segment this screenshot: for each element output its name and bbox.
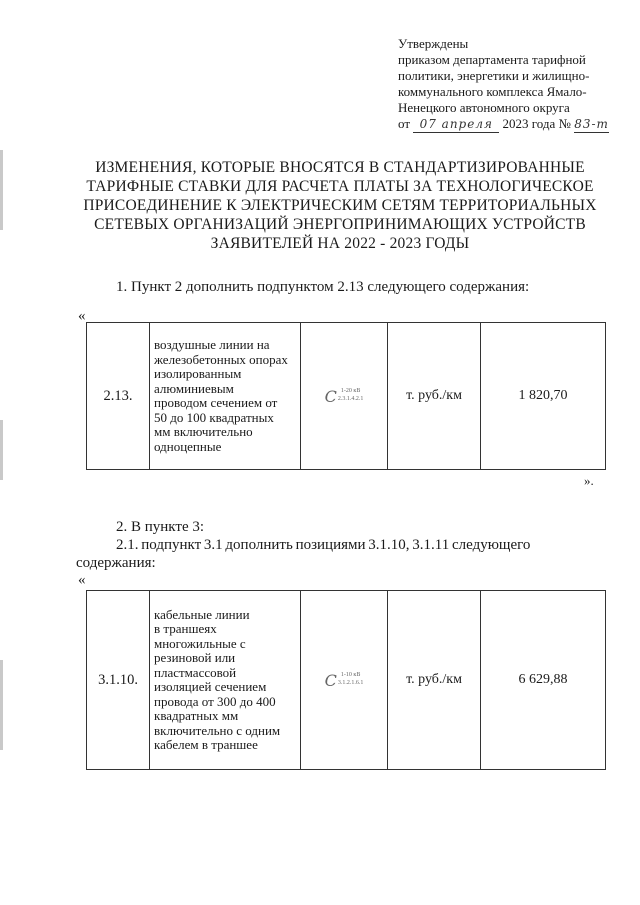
tariff-table-2-13 bbox=[86, 322, 606, 470]
approval-line: Ненецкого автономного округа bbox=[398, 100, 570, 115]
tariff-table-3-1-10 bbox=[86, 590, 606, 770]
formula-base: C bbox=[324, 386, 337, 406]
title-line: ИЗМЕНЕНИЯ, КОТОРЫЕ ВНОСЯТСЯ В СТАНДАРТИЗИРОВАННЫЕ bbox=[95, 159, 585, 176]
formula-sub: 2.3.1.4.2.1 bbox=[337, 395, 364, 402]
formula-symbol bbox=[325, 387, 364, 406]
row-number: 2.13. bbox=[87, 323, 150, 470]
section2-heading: 2. В пункте 3: bbox=[116, 519, 205, 535]
formula-sup: 1-20 кВ bbox=[340, 387, 361, 394]
formula-indices bbox=[338, 671, 364, 687]
table-row bbox=[87, 591, 606, 770]
desc-line: в траншеях bbox=[154, 621, 217, 636]
desc-line: кабелем в траншее bbox=[154, 737, 258, 752]
rate-formula bbox=[301, 591, 388, 770]
date-suffix: 2023 года № bbox=[502, 116, 571, 131]
desc-line: мм включительно bbox=[154, 424, 253, 439]
document-title bbox=[60, 158, 620, 253]
approval-block bbox=[398, 36, 633, 133]
desc-line: изолированным bbox=[154, 366, 242, 381]
title-line: ПРИСОЕДИНЕНИЕ К ЭЛЕКТРИЧЕСКИМ СЕТЯМ ТЕРРИТОРИАЛЬНЫХ bbox=[83, 197, 597, 214]
formula-sub: 3.1.2.1.6.1 bbox=[337, 679, 364, 686]
row-description bbox=[150, 591, 301, 770]
section2-text-line: 2.1. подпункт 3.1 дополнить позициями 3.1.10, 3.1.11 следующего bbox=[116, 537, 531, 553]
table-row bbox=[87, 323, 606, 470]
desc-line: 50 до 100 квадратных bbox=[154, 409, 274, 425]
desc-line: провода от 300 до 400 bbox=[154, 693, 276, 709]
value-cell: 6 629,88 bbox=[481, 591, 606, 770]
approval-line: приказом департамента тарифной bbox=[398, 52, 586, 67]
handwritten-date: 07 апреля bbox=[413, 116, 499, 133]
formula-indices bbox=[338, 387, 364, 403]
open-quote: « bbox=[78, 572, 86, 588]
rate-formula bbox=[301, 323, 388, 470]
approval-date-line bbox=[398, 116, 633, 133]
desc-line: резиновой или bbox=[154, 650, 236, 665]
formula-sup: 1-10 кВ bbox=[340, 671, 361, 678]
desc-line: железобетонных опорах bbox=[154, 351, 288, 367]
page-edge-shadow bbox=[0, 660, 3, 750]
desc-line: включительно с одним bbox=[154, 722, 281, 738]
section1-text: 1. Пункт 2 дополнить подпунктом 2.13 следующего содержания: bbox=[116, 279, 530, 295]
approval-line: коммунального комплекса Ямало- bbox=[398, 84, 587, 99]
desc-line: квадратных мм bbox=[154, 708, 239, 723]
close-quote: ». bbox=[584, 473, 594, 488]
value-cell: 1 820,70 bbox=[481, 323, 606, 470]
desc-line: алюминиевым bbox=[154, 380, 234, 396]
approval-line: Утверждены bbox=[398, 36, 469, 51]
desc-line: одноцепные bbox=[154, 438, 222, 454]
title-line: ТАРИФНЫЕ СТАВКИ ДЛЯ РАСЧЕТА ПЛАТЫ ЗА ТЕХНОЛОГИЧЕСКОЕ bbox=[86, 178, 594, 195]
open-quote: « bbox=[78, 308, 86, 324]
desc-line: изоляцией сечением bbox=[154, 679, 267, 694]
desc-line: кабельные линии bbox=[154, 606, 250, 622]
formula-base: C bbox=[324, 670, 337, 690]
desc-line: воздушные линии на bbox=[154, 337, 270, 352]
approval-line: политики, энергетики и жилищно- bbox=[398, 68, 590, 83]
handwritten-number: 83-т bbox=[574, 117, 609, 131]
title-line: ЗАЯВИТЕЛЕЙ НА 2022 - 2023 ГОДЫ bbox=[210, 235, 470, 252]
title-line: СЕТЕВЫХ ОРГАНИЗАЦИЙ ЭНЕРГОПРИНИМАЮЩИХ УСТРОЙСТВ bbox=[94, 216, 586, 233]
row-number: 3.1.10. bbox=[87, 591, 150, 770]
formula-symbol bbox=[325, 671, 364, 690]
desc-line: проводом сечением от bbox=[154, 395, 278, 410]
row-description bbox=[150, 323, 301, 470]
desc-line: многожильные с bbox=[154, 635, 246, 651]
desc-line: пластмассовой bbox=[154, 664, 237, 680]
page-edge-shadow bbox=[0, 420, 3, 480]
date-prefix: от bbox=[398, 116, 411, 131]
section2-text-cont: содержания: bbox=[76, 555, 156, 571]
unit-cell: т. руб./км bbox=[388, 591, 481, 770]
section2-text bbox=[116, 536, 611, 555]
unit-cell: т. руб./км bbox=[388, 323, 481, 470]
page-edge-shadow bbox=[0, 150, 3, 230]
